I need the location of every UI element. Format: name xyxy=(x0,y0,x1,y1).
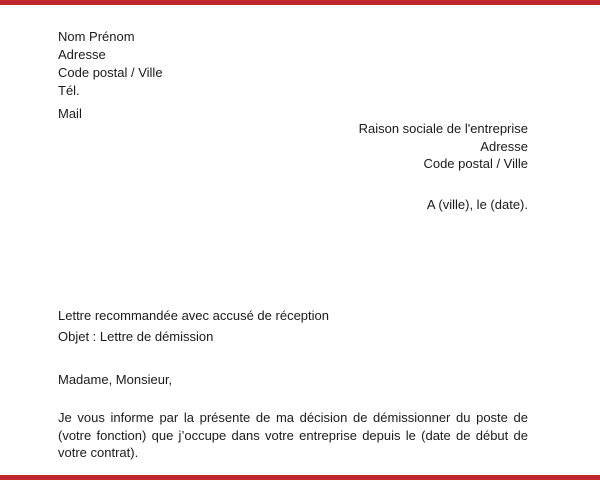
delivery-mode: Lettre recommandée avec accusé de réception xyxy=(58,308,329,323)
sender-address: Adresse xyxy=(58,47,106,62)
sender-phone: Tél. xyxy=(58,83,80,98)
sender-postal-city: Code postal / Ville xyxy=(58,65,163,80)
sender-name: Nom Prénom xyxy=(58,29,135,44)
salutation: Madame, Monsieur, xyxy=(58,372,173,387)
place-date: A (ville), le (date). xyxy=(426,197,528,212)
recipient-company: Raison sociale de l'entreprise xyxy=(358,121,528,136)
sender-block xyxy=(58,28,163,123)
recipient-postal-city: Code postal / Ville xyxy=(423,156,528,171)
recipient-block xyxy=(359,120,528,173)
letter-subject: Objet : Lettre de démission xyxy=(58,329,214,344)
sender-mail: Mail xyxy=(58,106,82,121)
recipient-address: Adresse xyxy=(480,138,528,154)
letter-body-paragraph: Je vous informe par la présente de ma décision de démissionner du poste de (votre fonction) que j’occupe dans votre entreprise depuis le (date de début de votre contrat). xyxy=(58,410,528,460)
